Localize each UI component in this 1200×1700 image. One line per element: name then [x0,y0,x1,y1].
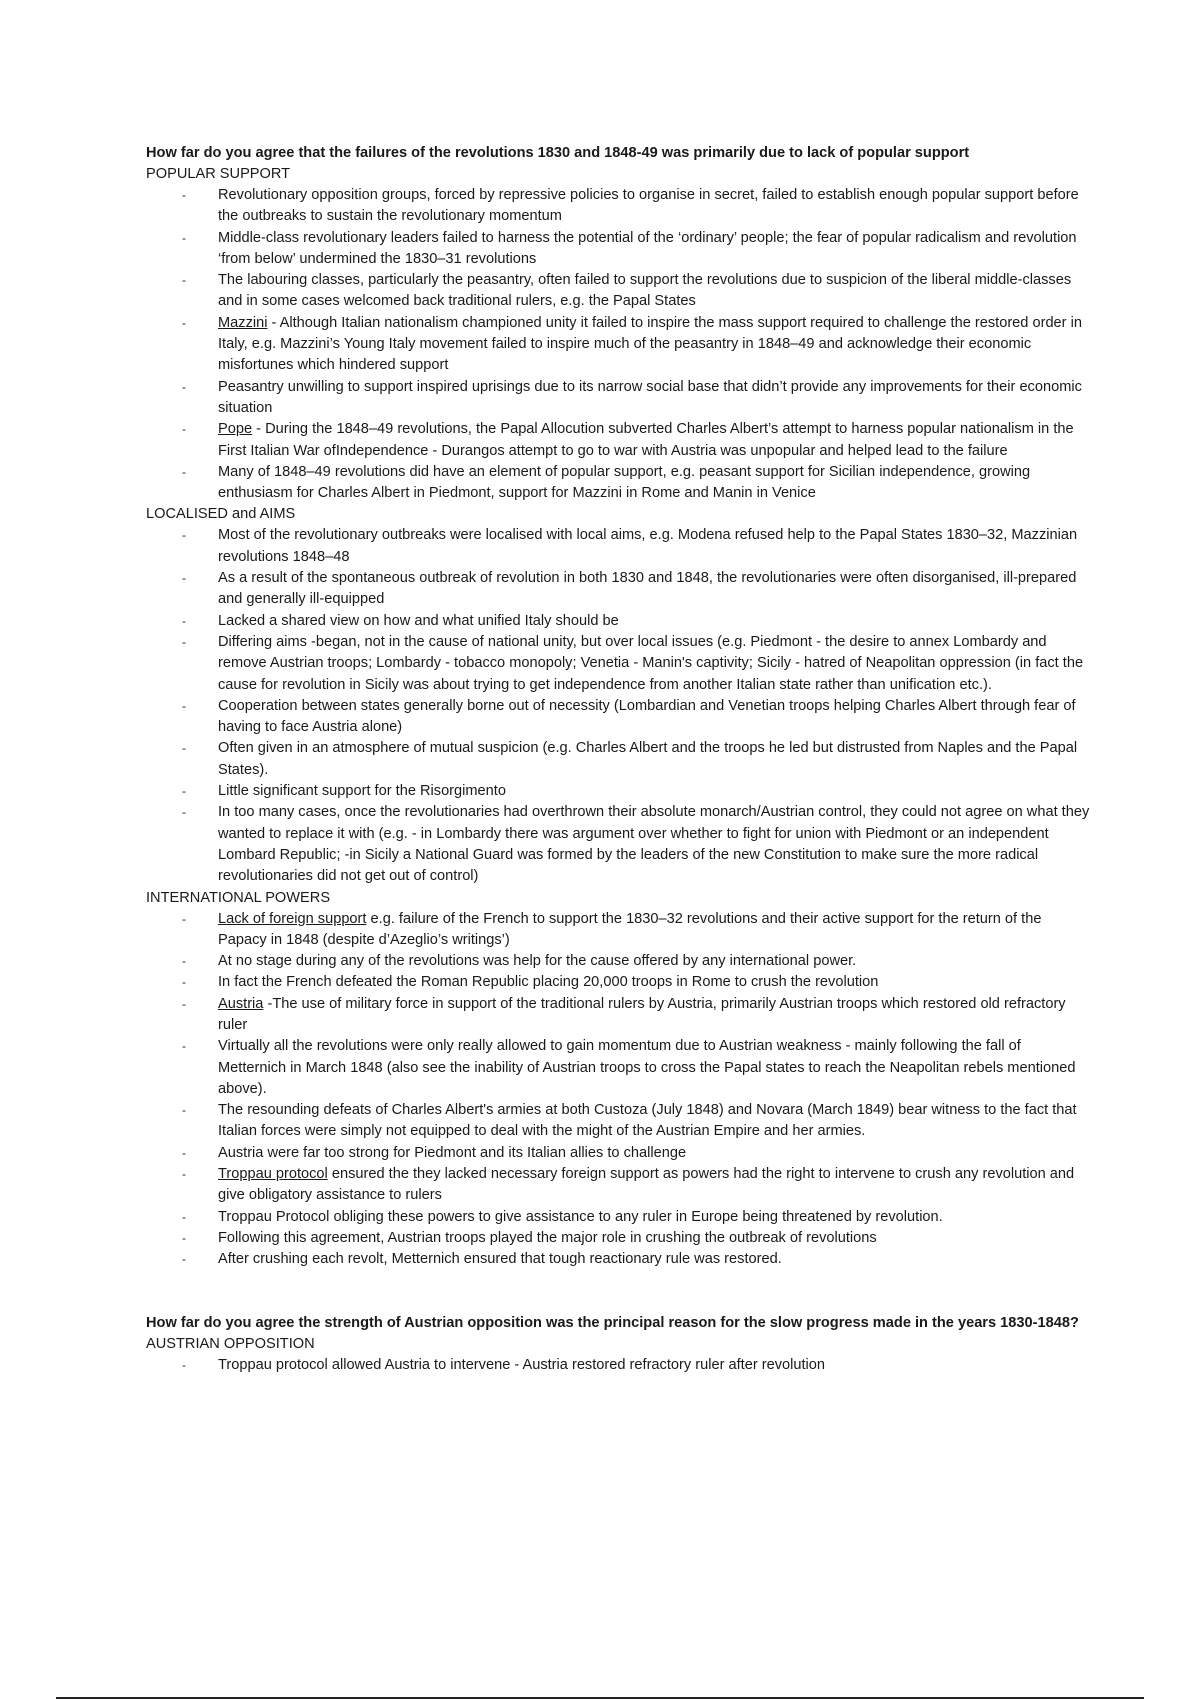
section-heading: AUSTRIAN OPPOSITION [146,1335,315,1352]
question-1-title: How far do you agree that the failures of the revolutions 1830 and 1848-49 was primarily due to lack of popular support [146,145,970,161]
underlined-keyword: Troppau protocol [218,1166,328,1183]
bullet-text: e.g. failure of the French to support the 1830–32 revolutions and their active support for the return of the Papacy in 1848 (despite d’Azeglio’s writings’) [218,910,1042,948]
bullet-text: Troppau protocol allowed Austria to intervene - Austria restored refractory ruler after revolution [218,1356,826,1373]
underlined-keyword: Mazzini [218,314,268,331]
underlined-keyword: Pope [218,421,253,438]
bullet-text: Following this agreement, Austrian troops played the major role in crushing the outbreak of revolutions [218,1229,877,1246]
list-item [182,1036,1090,1100]
question-2-title: How far do you agree the strength of Austrian opposition was the principal reason for the slow progress made in the years 1830-1848? [146,1314,1079,1331]
bullet-text: Often given in an atmosphere of mutual suspicion (e.g. Charles Albert and the troops he led but distrusted from Naples and the Papal States). [218,740,1078,778]
bullet-dash-icon: - [182,188,186,202]
list-item [182,802,1090,887]
list-item [182,419,1090,462]
bullet-text: Little significant support for the Risorgimento [218,783,506,800]
list-item [182,781,1090,802]
question-1 [146,143,1090,1271]
bullet-dash-icon: - [182,741,186,756]
list-item [182,1228,1090,1249]
list-item [182,909,1090,952]
bullet-text: As a result of the spontaneous outbreak of revolution in both 1830 and 1848, the revolutionaries were often disorganised, ill-prepared and generally ill-equipped [218,570,1077,608]
bullet-dash-icon: - [182,230,186,245]
section-gap [146,1271,1090,1313]
bullet-dash-icon: - [182,379,186,394]
bullet-dash-icon: - [182,975,186,990]
underlined-keyword: Austria [218,995,264,1012]
bullet-dash-icon: - [182,996,186,1011]
bullet-dash-icon: - [182,1039,186,1054]
bullet-dash-icon: - [182,1167,186,1182]
question-2 [146,1313,1090,1376]
bullet-text: -The use of military force in support of the traditional rulers by Austria, primarily Austrian troops which restored old refractory ruler [218,995,1066,1033]
list-item [182,738,1090,781]
bullet-dash-icon: - [182,1103,186,1118]
bullet-text: Lacked a shared view on how and what unified Italy should be [218,612,619,629]
bullet-dash-icon: - [182,422,186,437]
bullet-text: The resounding defeats of Charles Albert's armies at both Custoza (July 1848) and Novara (March 1849) bear witness to the fact that Italian forces were simply not equipped to deal with the might of the Austrian Empire and her armies. [218,1102,1077,1140]
page-bottom-rule [56,1697,1144,1699]
list-item [182,1143,1090,1164]
bullet-text: Virtually all the revolutions were only really allowed to gain momentum due to Austrian weakness - mainly following the fall of Metternich in March 1848 (also see the inability of Austrian troops to cross the Papal states to reach the Neapolitan rebels mentioned above). [218,1038,1076,1097]
list-item [182,951,1090,972]
list-item [182,185,1090,228]
bullet-text: At no stage during any of the revolutions was help for the cause offered by any international power. [218,953,857,970]
bullet-dash-icon: - [182,315,186,330]
bullet-text: Cooperation between states generally borne out of necessity (Lombardian and Venetian troops helping Charles Albert through fear of having to face Austria alone) [218,697,1076,736]
bullet-dash-icon: - [182,784,186,799]
bullet-list [146,525,1090,887]
underlined-keyword: Lack of foreign support [218,910,367,927]
bullet-dash-icon: - [182,464,186,479]
section-heading: LOCALISED and AIMS [146,506,296,523]
bullet-text: Austria were far too strong for Piedmont and its Italian allies to challenge [218,1144,687,1161]
list-item [182,1164,1090,1207]
bullet-dash-icon: - [182,1145,186,1160]
list-item [182,1355,1090,1376]
bullet-dash-icon: - [182,634,186,649]
section-heading: POPULAR SUPPORT [146,166,291,182]
list-item [182,994,1090,1037]
bullet-text: - During the 1848–49 revolutions, the Papal Allocution subverted Charles Albert’s attempt to harness popular nationalism in the First Italian War ofIndependence - Durangos attempt to go to war with Austria was unpopular and helped lead to the failure [218,421,1074,459]
list-item [182,611,1090,632]
question-1-sections [146,164,1090,1271]
bullet-text: After crushing each revolt, Metternich ensured that tough reactionary rule was restored. [218,1251,782,1268]
list-item [182,525,1090,568]
list-item [182,1207,1090,1228]
list-item [182,568,1090,611]
bullet-dash-icon: - [182,1230,186,1245]
bullet-text: The labouring classes, particularly the peasantry, often failed to support the revolutions due to suspicion of the liberal middle-classes and in some cases welcomed back traditional rulers, e.g. the Papal States [218,272,1072,310]
list-item [182,972,1090,993]
bullet-text: In fact the French defeated the Roman Republic placing 20,000 troops in Rome to crush the revolution [218,974,879,991]
bullet-dash-icon: - [182,1357,186,1372]
bullet-dash-icon: - [182,528,186,543]
list-item [182,377,1090,420]
bullet-text: Many of 1848–49 revolutions did have an element of popular support, e.g. peasant support for Sicilian independence, growing enthusiasm for Charles Albert in Piedmont, support for Mazzini in Rome and Manin in Venice [218,463,1031,502]
bullet-text: In too many cases, once the revolutionaries had overthrown their absolute monarch/Austrian control, they could not agree on what they wanted to replace it with (e.g. - in Lombardy there was argument over whether to fight for union with Piedmont or an independent Lombard Republic; -in Sicily a National Guard was formed by the leaders of the new Constitution to make sure the more radical revolutionaries did not get out of control) [218,804,1090,885]
bullet-text: ensured the they lacked necessary foreign support as powers had the right to intervene to crush any revolution and give obligatory assistance to rulers [218,1166,1075,1204]
bullet-text: - Although Italian nationalism championed unity it failed to inspire the mass support required to challenge the restored order in Italy, e.g. Mazzini’s Young Italy movement failed to inspire much of the peasantry in 1848–49 and acknowledge their economic misfortunes which hindered support [218,314,1082,374]
list-item [182,462,1090,505]
bullet-list [146,185,1090,504]
question-2-sections [146,1334,1090,1376]
bullet-dash-icon: - [182,273,186,288]
bullet-text: Troppau Protocol obliging these powers to give assistance to any ruler in Europe being threatened by revolution. [218,1208,943,1225]
bullet-list [146,1355,1090,1376]
list-item [182,270,1090,313]
bullet-dash-icon: - [182,911,186,926]
section-heading: INTERNATIONAL POWERS [146,889,331,906]
bullet-text: Middle-class revolutionary leaders failed to harness the potential of the ‘ordinary’ people; the fear of popular radicalism and revolution ‘from below’ undermined the 1830–31 revolutions [218,229,1077,267]
list-item [182,1249,1090,1270]
bullet-text: Most of the revolutionary outbreaks were localised with local aims, e.g. Modena refused help to the Papal States 1830–32, Mazzinian revolutions 1848–48 [218,527,1078,565]
bullet-dash-icon: - [182,698,186,713]
list-item [182,696,1090,739]
bullet-dash-icon: - [182,805,186,820]
list-item [182,228,1090,271]
list-item [182,1100,1090,1143]
bullet-list [146,909,1090,1271]
bullet-dash-icon: - [182,1252,186,1267]
bullet-dash-icon: - [182,613,186,628]
bullet-dash-icon: - [182,1209,186,1224]
bullet-text: Revolutionary opposition groups, forced by repressive policies to organise in secret, failed to establish enough popular support before the outbreaks to sustain the revolutionary momentum [218,187,1079,225]
list-item [182,632,1090,696]
list-item [182,313,1090,377]
bullet-text: Peasantry unwilling to support inspired uprisings due to its narrow social base that didn’t provide any improvements for their economic situation [218,378,1082,416]
bullet-dash-icon: - [182,571,186,586]
bullet-dash-icon: - [182,954,186,969]
document-page [146,143,1090,1376]
bullet-text: Differing aims -began, not in the cause of national unity, but over local issues (e.g. Piedmont - the desire to annex Lombardy and remove Austrian troops; Lombardy - tobacco monopoly; Venetia - Manin's captivity; Sicily - hatred of Neapolitan oppression (in fact the cause for revolution in Sicily was about trying to get independence from another Italian state rather than unification etc.). [218,633,1084,693]
